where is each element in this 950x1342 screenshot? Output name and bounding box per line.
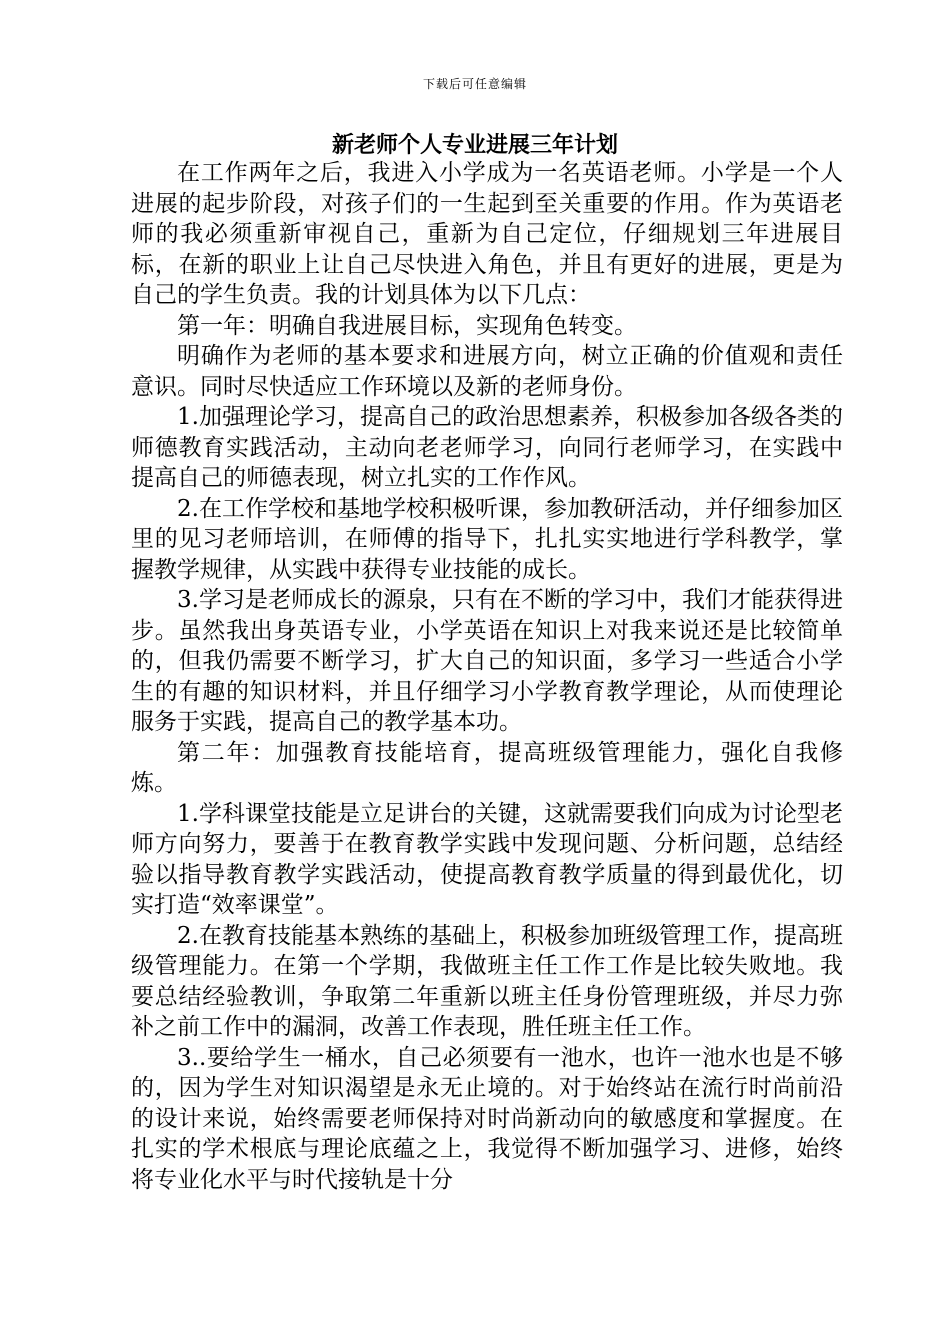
paragraph-year-two-item-2: 2.在教育技能基本熟练的基础上，积极参加班级管理工作，提高班级管理能力。在第一个学期，我做班主任工作工作是比较失败地。我要总结经验教训，争取第二年重新以班主任身份管理班级，并尽力弥补之前工作中的漏洞，改善工作表现，胜任班主任工作。 [131, 922, 843, 1040]
paragraph-intro: 在工作两年之后，我进入小学成为一名英语老师。小学是一个人进展的起步阶段，对孩子们的一生起到至关重要的作用。作为英语老师的我必须重新审视自己，重新为自己定位，仔细规划三年进展目标，在新的职业上让自己尽快进入角色，并且有更好的进展，更是为自己的学生负责。我的计划具体为以下几点： [131, 160, 843, 308]
paragraph-year-one-item-2: 2.在工作学校和基地学校积极听课，参加教研活动，并仔细参加区里的见习老师培训，在师傅的指导下，扎扎实实地进行学科教学，掌握教学规律，从实践中获得专业技能的成长。 [131, 495, 843, 583]
paragraph-year-one-item-1: 1.加强理论学习，提高自己的政治思想素养，积极参加各级各类的师德教育实践活动，主动向老老师学习，向同行老师学习，在实践中提高自己的师德表现，树立扎实的工作作风。 [131, 404, 843, 491]
paragraph-year-one-heading: 第一年：明确自我进展目标，实现角色转变。 [177, 312, 637, 339]
header-note: 下载后可任意编辑 [422, 77, 527, 91]
document-body [131, 158, 843, 1195]
paragraph-year-one-summary: 明确作为老师的基本要求和进展方向，树立正确的价值观和责任意识。同时尽快适应工作环境以及新的老师身份。 [131, 343, 843, 400]
document-title: 新老师个人专业进展三年计划 [331, 132, 618, 158]
paragraph-year-two-heading: 第二年：加强教育技能培育，提高班级管理能力，强化自我修炼。 [131, 739, 843, 796]
paragraph-year-two-item-3: 3..要给学生一桶水，自己必须要有一池水，也许一池水也是不够的，因为学生对知识渴望是永无止境的。对于始终站在流行时尚前沿的设计来说，始终需要老师保持对时尚新动向的敏感度和掌握度。在扎实的学术根底与理论底蕴之上，我觉得不断加强学习、进修，始终将专业化水平与时代接轨是十分 [131, 1044, 843, 1193]
paragraph-year-two-item-1: 1.学科课堂技能是立足讲台的关键，这就需要我们向成为讨论型老师方向努力，要善于在教育教学实践中发现问题、分析问题，总结经验以指导教育教学实践活动，使提高教育教学质量的得到最优化，切实打造“效率课堂”。 [131, 800, 843, 918]
paragraph-year-one-item-3: 3.学习是老师成长的源泉，只有在不断的学习中，我们才能获得进步。虽然我出身英语专业，小学英语在知识上对我来说还是比较简单的，但我仍需要不断学习，扩大自己的知识面，多学习一些适合小学生的有趣的知识材料，并且仔细学习小学教育教学理论，从而使理论服务于实践，提高自己的教学基本功。 [131, 587, 843, 735]
